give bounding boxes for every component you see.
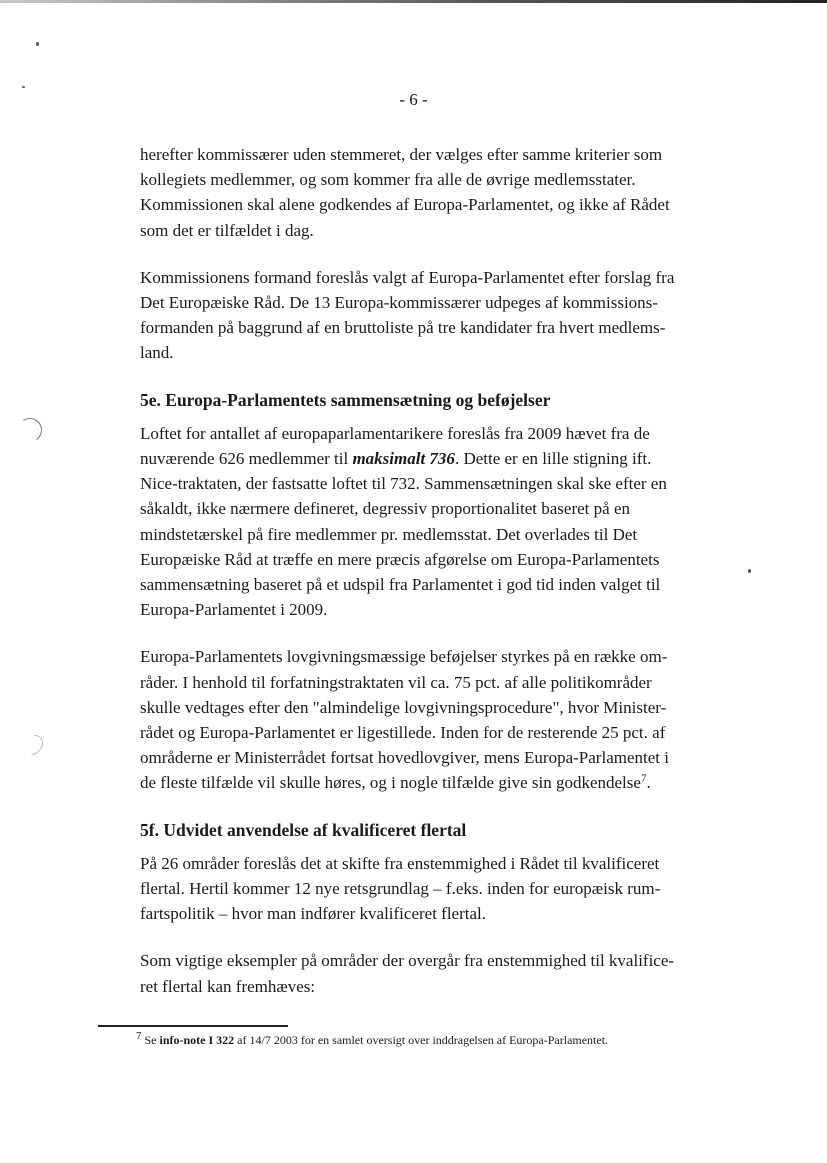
text-line: kollegiets medlemmer, og som kommer fra alle de øvrige medlemsstater. — [140, 170, 636, 190]
text-line: fartspolitik – hvor man indfører kvalificeret flertal. — [140, 904, 487, 924]
scan-speck — [748, 569, 751, 573]
footnote-number: 7 — [136, 1030, 142, 1042]
scan-speck — [22, 86, 25, 88]
scan-speck — [36, 42, 39, 46]
document-body — [140, 142, 740, 1021]
text-fragment: de fleste tilfælde vil skulle høres, og i nogle tilfælde give sin godkendelse — [140, 773, 641, 793]
text-line: flertal. Hertil kommer 12 nye retsgrundlag – f.eks. inden for europæisk rum- — [140, 879, 661, 899]
info-note-reference: info-note I 322 — [159, 1033, 235, 1047]
punch-hole-mark — [19, 731, 47, 759]
text-line: Europæiske Råd at træffe en mere præcis afgørelse om Europa-Parlamentets — [140, 549, 660, 569]
page-number: - 6 - — [399, 90, 428, 109]
scan-edge — [0, 0, 827, 3]
text-fragment: Se — [141, 1033, 160, 1047]
paragraph-examples-intro — [140, 948, 740, 998]
paragraph-commissioners — [140, 142, 740, 243]
text-line: Nice-traktaten, der fastsatte loftet til 732. Sammensætningen skal ske efter en — [140, 474, 667, 494]
footnote-separator — [98, 1025, 288, 1027]
text-line: råder. I henhold til forfatningstraktaten vil ca. 75 pct. af alle politikområder — [140, 672, 652, 692]
text-fragment: . Dette er en lille stigning ift. — [454, 449, 652, 469]
text-line — [140, 770, 740, 795]
emphasis-max-seats: maksimalt 736 — [352, 449, 455, 469]
text-line: Det Europæiske Råd. De 13 Europa-kommissærer udpeges af kommissions- — [140, 293, 658, 313]
section-heading-5f: 5f. Udvidet anvendelse af kvalificeret flertal — [140, 819, 467, 840]
section-heading-5e: 5e. Europa-Parlamentets sammensætning og beføjelser — [140, 389, 551, 410]
text-line: Loftet for antallet af europaparlamentarikere foreslås fra 2009 hævet fra de — [140, 423, 650, 443]
text-line: rådet og Europa-Parlamentet er ligestillede. Inden for de resterende 25 pct. af — [140, 723, 666, 743]
footnote-reference[interactable]: 7 — [640, 772, 647, 785]
text-line: mindstetærskel på fire medlemmer pr. medlemsstat. Det overlades til Det — [140, 524, 638, 544]
text-line: sammensætning baseret på et udspil fra Parlamentet i god tid inden valget til — [140, 575, 661, 595]
paragraph-legislative-powers — [140, 644, 740, 795]
text-line: formanden på baggrund af en bruttoliste på tre kandidater fra hvert medlems- — [140, 318, 666, 338]
text-line: som det er tilfældet i dag. — [140, 220, 314, 240]
text-line: land. — [140, 343, 174, 363]
text-line: ret flertal kan fremhæves: — [140, 976, 316, 996]
footnote — [136, 1030, 609, 1048]
text-line: Kommissionens formand foreslås valgt af Europa-Parlamentet efter forslag fra — [140, 267, 675, 287]
text-line: Europa-Parlamentets lovgivningsmæssige beføjelser styrkes på en række om- — [140, 647, 668, 667]
text-line: såkaldt, ikke nærmere defineret, degressiv proportionalitet baseret på en — [140, 499, 630, 519]
text-fragment: nuværende 626 medlemmer til — [140, 449, 353, 469]
punch-hole-mark — [16, 416, 44, 444]
text-line: herefter kommissærer uden stemmeret, der vælges efter samme kriterier som — [140, 145, 663, 164]
text-line: områderne er Ministerrådet fortsat hovedlovgiver, mens Europa-Parlamentet i — [140, 748, 669, 768]
paragraph-commission-president — [140, 265, 740, 366]
text-fragment: . — [646, 773, 651, 793]
text-line: Som vigtige eksempler på områder der overgår fra enstemmighed til kvalifice- — [140, 951, 675, 971]
text-line: skulle vedtages efter den "almindelige lovgivningsprocedure", hvor Minister- — [140, 697, 667, 717]
paragraph-qualified-majority — [140, 851, 740, 927]
text-line: Europa-Parlamentet i 2009. — [140, 600, 328, 620]
text-line — [140, 446, 740, 471]
text-line: På 26 områder foreslås det at skifte fra enstemmighed i Rådet til kvalificeret — [140, 853, 660, 873]
paragraph-parliament-composition — [140, 421, 740, 623]
text-fragment: af 14/7 2003 for en samlet oversigt over inddragelsen af Europa-Parlamentet. — [234, 1033, 609, 1047]
text-line: Kommissionen skal alene godkendes af Europa-Parlamentet, og ikke af Rådet — [140, 195, 670, 215]
